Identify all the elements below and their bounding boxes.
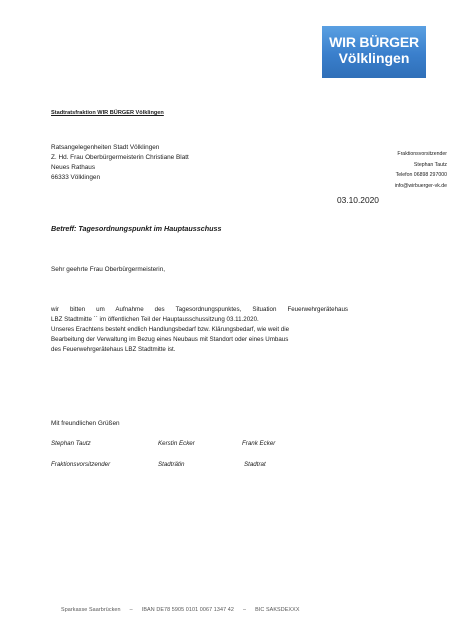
recipient-line-2: Z. Hd. Frau Oberbürgermeisterin Christiane Blatt xyxy=(51,154,189,161)
footer-bank: Sparkasse Saarbrücken xyxy=(61,607,121,613)
body-line-1: wir bitten um Aufnahme des Tagesordnungspunktes, Situation Feuerwehrgerätehaus xyxy=(51,306,348,313)
body-line-2: LBZ Stadtmitte ´´ im öffentlichen Teil der Hauptausschussitzung 03.11.2020. xyxy=(51,316,259,323)
letter-body xyxy=(51,305,348,355)
contact-email: info@wirbuerger-vk.de xyxy=(394,182,447,189)
recipient-line-4: 66333 Völklingen xyxy=(51,174,101,181)
wir-buerger-logo xyxy=(322,26,426,78)
recipient-line-1: Ratsangelegenheiten Stadt Völklingen xyxy=(51,144,160,151)
footer-iban: IBAN DE78 5905 0101 0067 1347 42 xyxy=(141,607,234,613)
recipient-line-3: Neues Rathaus xyxy=(51,164,96,171)
closing-phrase: Mit freundlichen Grüßen xyxy=(51,420,120,427)
signature-name-1: Stephan Tautz xyxy=(51,440,91,447)
signature-role-2: Stadträtin xyxy=(158,461,185,468)
contact-name: Stephan Tautz xyxy=(413,161,447,168)
letter-date: 03.10.2020 xyxy=(337,195,379,205)
bank-footer xyxy=(61,607,300,613)
body-line-3: Unseres Erachtens besteht endlich Handlungsbedarf bzw. Klärungsbedarf, wie weit die xyxy=(51,326,290,333)
subject-line: Betreff: Tagesordnungspunkt im Hauptausschuss xyxy=(51,224,222,233)
footer-separator-2: – xyxy=(242,607,247,613)
logo-line-2: Völklingen xyxy=(338,50,410,66)
body-line-5: des Feuerwehrgerätehaus LBZ Stadtmitte ist. xyxy=(51,346,176,353)
salutation: Sehr geehrte Frau Oberbürgermeisterin, xyxy=(51,266,166,273)
recipient-address xyxy=(51,143,189,183)
footer-bic: BIC SAKSDEXXX xyxy=(255,607,300,613)
contact-role: Fraktionsvorsitzender xyxy=(397,151,447,157)
footer-separator-1: – xyxy=(129,607,133,613)
signature-role-3: Stadtrat xyxy=(244,461,266,468)
signature-name-2: Kerstin Ecker xyxy=(158,440,195,447)
sender-return-line: Stadtratsfraktion WIR BÜRGER Völklingen xyxy=(51,110,164,116)
contact-block xyxy=(307,149,447,191)
logo-line-1: WIR BÜRGER xyxy=(329,34,419,50)
signature-role-1: Fraktionsvorsitzender xyxy=(51,461,111,468)
body-line-4: Bearbeitung der Verwaltung im Bezug eines Neubaus mit Standort oder eines Umbaus xyxy=(51,336,289,343)
contact-phone: Telefon 06898 297000 xyxy=(395,172,447,178)
signature-name-3: Frank Ecker xyxy=(242,440,276,447)
